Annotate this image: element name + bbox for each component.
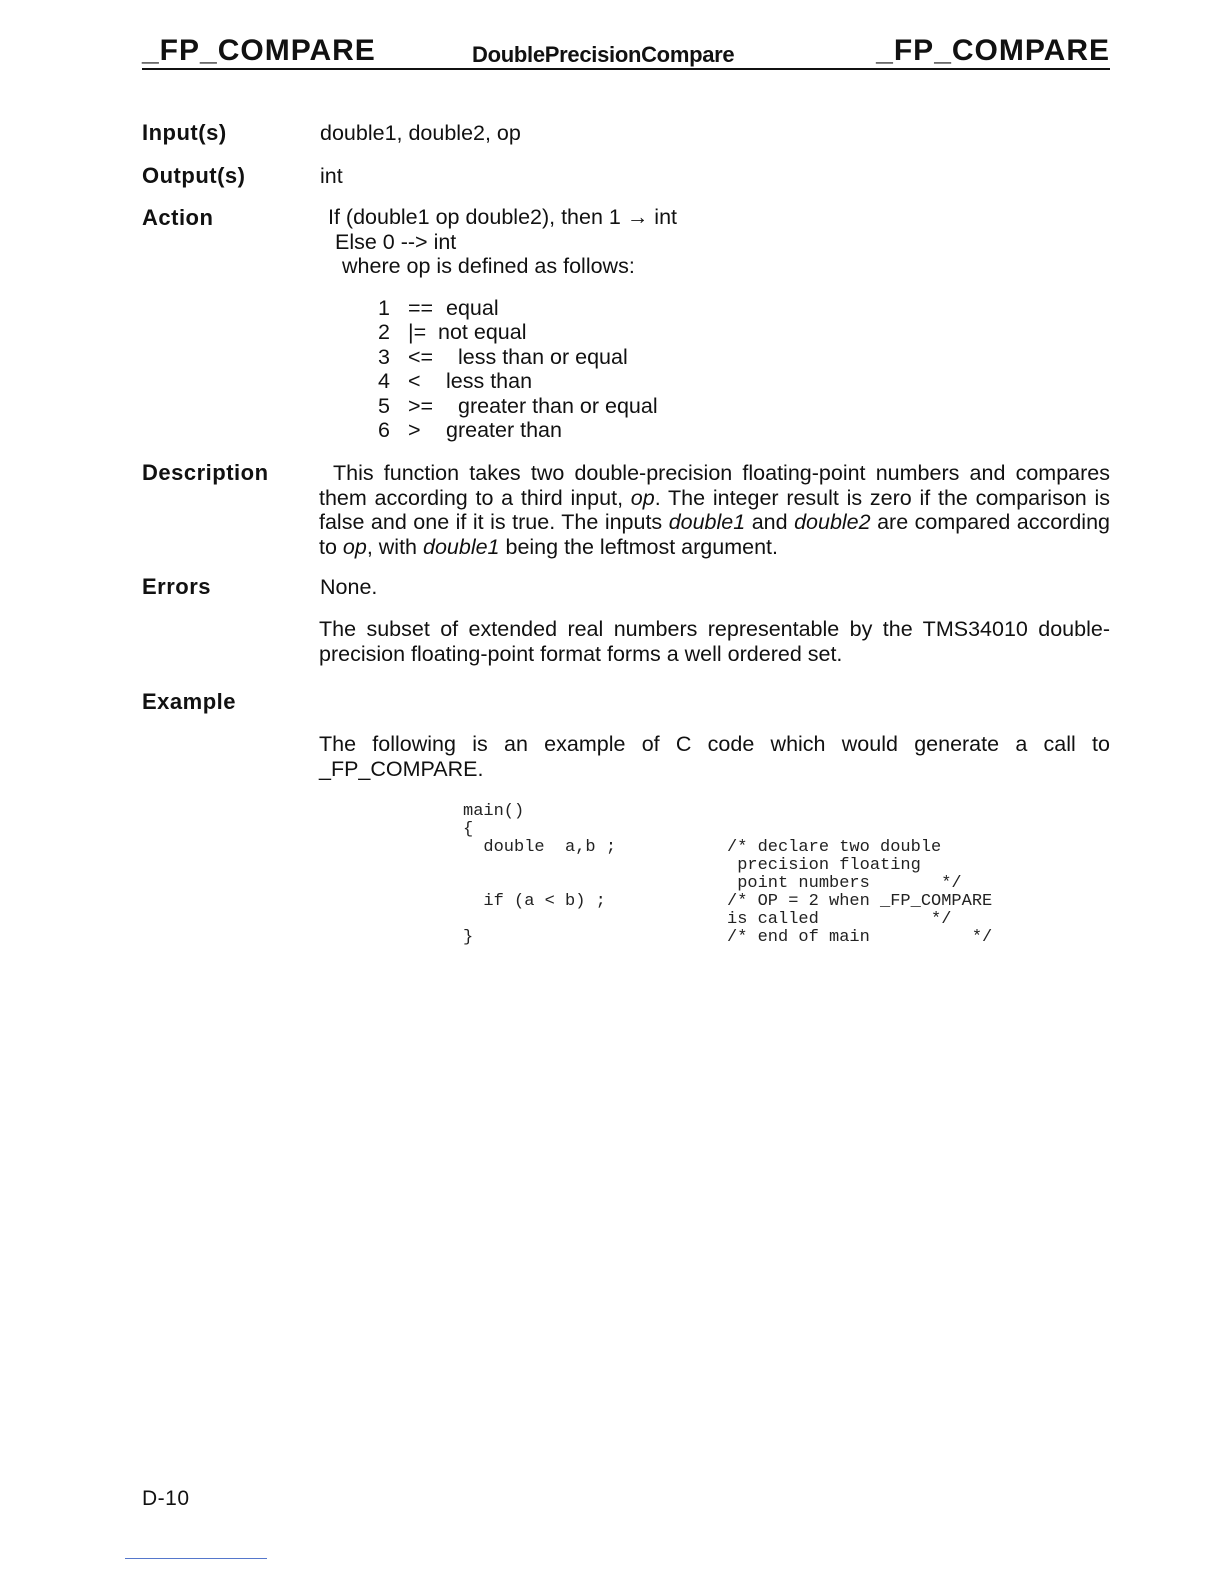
op-row: 1 == equal [378,296,499,320]
page-number: D-10 [142,1487,190,1510]
action-line-3: where op is defined as follows: [342,254,635,278]
inputs-value: double1, double2, op [320,121,521,145]
action-line-2: Else 0 --> int [335,230,457,254]
op-row: 4 < less than [378,369,533,394]
errors-label: Errors [142,574,212,599]
op-row: 6 > greater than [378,417,562,442]
code-block-left: main() { double a,b ; if (a < b) ; } [463,802,617,947]
outputs-label: Output(s) [142,163,246,188]
example-label: Example [142,689,236,714]
header-left-title: _FP_COMPARE [142,34,376,67]
inputs-label: Input(s) [142,120,227,145]
code-block-comments: /* declare two double precision floating point numbers */ /* OP = 2 when _FP_COMPARE is called */ /* end of main */ [727,838,993,947]
op-row: 5 >= greater than or equal [378,393,658,418]
errors-value: None. [320,575,378,599]
example-intro: The following is an example of C code which would generate a call to _FP_COMPARE. [319,732,1110,781]
op-row: 3 <= less than or equal [378,344,628,369]
description-label: Description [142,460,269,485]
bottom-divider [125,1558,267,1559]
outputs-value: int [320,164,343,188]
description-text: This function takes two double-precision floating-point numbers and compares them according to a third input, op. The integer result is zero if the comparison is false and one if it is true. The inputs double1 and double2 are compared according to op, with double1 being the leftmost argument. [319,461,1111,559]
header-center-title: DoublePrecisionCompare [472,42,735,67]
page-header [142,32,1110,70]
op-definition-list [378,296,658,442]
action-label: Action [142,205,214,230]
errors-note: The subset of extended real numbers representable by the TMS34010 double-precision floating-point format forms a well ordered set. [319,617,1110,666]
op-row: 2 |= not equal [378,320,527,345]
header-right-title: _FP_COMPARE [876,34,1110,67]
action-line-1: If (double1 op double2), then 1 → int [328,205,678,229]
